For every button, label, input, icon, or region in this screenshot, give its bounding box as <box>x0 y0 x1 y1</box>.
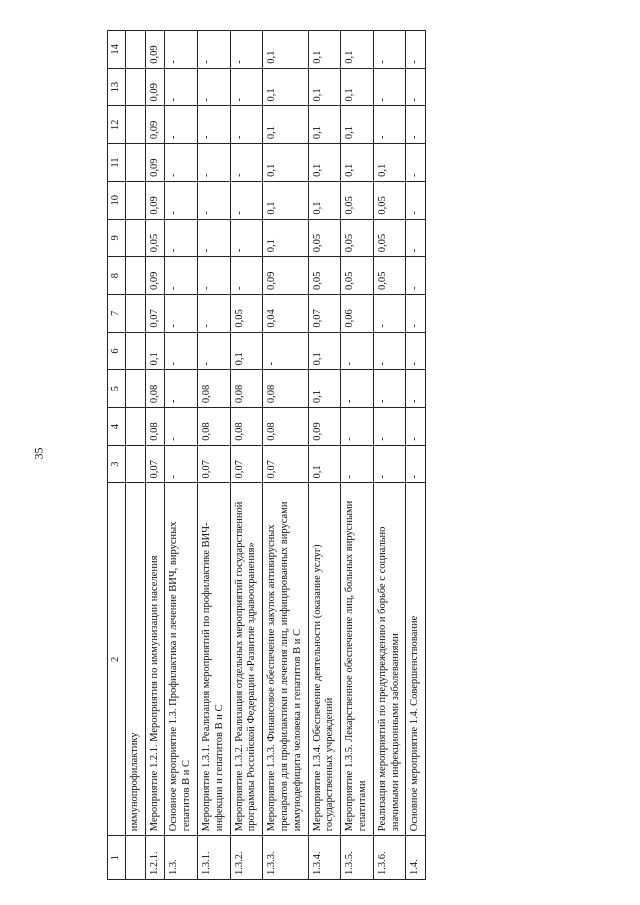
value-cell: - <box>263 332 308 370</box>
column-header: 9 <box>108 219 126 257</box>
value-cell <box>125 68 145 106</box>
value-cell: 0,08 <box>197 408 230 446</box>
value-cell: 0,09 <box>308 408 341 446</box>
row-name: Основное мероприятие 1.4. Совершенствование <box>406 483 426 836</box>
value-cell: 0,1 <box>263 144 308 182</box>
value-cell: 0,05 <box>145 219 165 257</box>
value-cell: - <box>165 181 198 219</box>
value-cell: - <box>406 332 426 370</box>
value-cell: - <box>373 31 406 69</box>
row-id: 1.3.3. <box>263 836 308 880</box>
value-cell: - <box>406 294 426 332</box>
column-header: 12 <box>108 106 126 144</box>
table-row <box>165 31 198 880</box>
row-id: 1.4. <box>406 836 426 880</box>
value-cell: - <box>373 106 406 144</box>
value-cell: 0,04 <box>263 294 308 332</box>
value-cell: - <box>406 445 426 483</box>
value-cell: - <box>165 144 198 182</box>
value-cell: 0,09 <box>145 257 165 295</box>
value-cell: - <box>197 68 230 106</box>
table-row <box>263 31 308 880</box>
value-cell: 0,1 <box>308 144 341 182</box>
table-row <box>373 31 406 880</box>
value-cell: - <box>197 106 230 144</box>
page-number: 35 <box>31 447 46 460</box>
value-cell: 0,1 <box>308 68 341 106</box>
value-cell <box>125 332 145 370</box>
value-cell: 0,07 <box>308 294 341 332</box>
row-id: 1.2.1. <box>145 836 165 880</box>
value-cell: 0,1 <box>263 31 308 69</box>
value-cell: - <box>373 294 406 332</box>
value-cell: 0,09 <box>145 181 165 219</box>
row-id: 1.3.1. <box>197 836 230 880</box>
value-cell: 0,09 <box>263 257 308 295</box>
value-cell: 0,09 <box>145 31 165 69</box>
value-cell: - <box>406 31 426 69</box>
value-cell: 0,1 <box>263 219 308 257</box>
value-cell: - <box>197 332 230 370</box>
table-row <box>341 31 374 880</box>
value-cell: 0,1 <box>373 144 406 182</box>
value-cell: - <box>406 181 426 219</box>
value-cell: 0,1 <box>308 181 341 219</box>
value-cell: - <box>406 219 426 257</box>
value-cell <box>125 370 145 408</box>
value-cell: - <box>373 408 406 446</box>
row-name: Мероприятие 1.3.5. Лекарственное обеспечение лиц, больных вирусными гепатитами <box>341 483 374 836</box>
value-cell: 0,07 <box>145 294 165 332</box>
value-cell: - <box>230 219 263 257</box>
row-name: иммунопрофилактику <box>125 483 145 836</box>
value-cell: 0,09 <box>145 68 165 106</box>
value-cell: 0,1 <box>341 31 374 69</box>
row-id: 1.3.5. <box>341 836 374 880</box>
value-cell: - <box>165 68 198 106</box>
value-cell: - <box>341 445 374 483</box>
column-header: 2 <box>108 483 126 836</box>
column-header: 1 <box>108 836 126 880</box>
value-cell: - <box>341 408 374 446</box>
value-cell: 0,1 <box>145 332 165 370</box>
value-cell: - <box>197 144 230 182</box>
value-cell: - <box>230 31 263 69</box>
column-header: 4 <box>108 408 126 446</box>
table-header-row <box>108 31 126 880</box>
value-cell: 0,1 <box>263 106 308 144</box>
value-cell: - <box>373 370 406 408</box>
table-body <box>125 31 425 880</box>
table-row <box>145 31 165 880</box>
value-cell: 0,1 <box>308 370 341 408</box>
value-cell: - <box>406 370 426 408</box>
value-cell: - <box>165 370 198 408</box>
value-cell: 0,06 <box>341 294 374 332</box>
value-cell: - <box>406 408 426 446</box>
value-cell: - <box>165 445 198 483</box>
value-cell: 0,1 <box>263 68 308 106</box>
column-header: 3 <box>108 445 126 483</box>
value-cell <box>125 408 145 446</box>
value-cell <box>125 257 145 295</box>
value-cell: 0,1 <box>308 332 341 370</box>
value-cell: - <box>341 332 374 370</box>
row-name: Мероприятие 1.3.3. Финансовое обеспечение закупок антивирусных препаратов для профилактики и лечения лиц, инфицированных вирусами иммунодефицита человека и гепатитов В и С <box>263 483 308 836</box>
value-cell: - <box>406 68 426 106</box>
value-cell <box>125 294 145 332</box>
value-cell <box>125 31 145 69</box>
value-cell: - <box>230 144 263 182</box>
value-cell: 0,1 <box>308 445 341 483</box>
value-cell: 0,05 <box>341 219 374 257</box>
value-cell: 0,08 <box>145 408 165 446</box>
row-name: Мероприятие 1.3.1. Реализация мероприятий по профилактике ВИЧ-инфекции и гепатитов В и С <box>197 483 230 836</box>
value-cell: 0,05 <box>308 257 341 295</box>
column-header: 13 <box>108 68 126 106</box>
column-header: 11 <box>108 144 126 182</box>
value-cell: - <box>197 31 230 69</box>
indicator-table <box>107 30 426 880</box>
value-cell: 0,07 <box>145 445 165 483</box>
value-cell: - <box>230 257 263 295</box>
column-header: 6 <box>108 332 126 370</box>
table-row <box>230 31 263 880</box>
value-cell <box>125 106 145 144</box>
value-cell: - <box>197 294 230 332</box>
column-header: 10 <box>108 181 126 219</box>
value-cell: 0,1 <box>341 106 374 144</box>
value-cell: - <box>406 106 426 144</box>
value-cell: 0,05 <box>341 257 374 295</box>
value-cell: 0,05 <box>308 219 341 257</box>
table-row <box>197 31 230 880</box>
row-name: Основное мероприятие 1.3. Профилактика и лечение ВИЧ, вирусных гепатитов В и С <box>165 483 198 836</box>
value-cell <box>125 181 145 219</box>
value-cell: 0,05 <box>373 257 406 295</box>
value-cell: - <box>165 408 198 446</box>
value-cell: 0,08 <box>263 370 308 408</box>
value-cell: 0,05 <box>373 181 406 219</box>
value-cell: 0,1 <box>263 181 308 219</box>
row-name: Реализация мероприятий по предупреждению и борьбе с социально значимыми инфекционными заболеваниями <box>373 483 406 836</box>
value-cell: 0,1 <box>308 31 341 69</box>
value-cell: - <box>165 106 198 144</box>
row-id: 1.3.4. <box>308 836 341 880</box>
column-header: 8 <box>108 257 126 295</box>
value-cell: - <box>165 257 198 295</box>
value-cell: 0,08 <box>263 408 308 446</box>
value-cell: 0,08 <box>197 370 230 408</box>
value-cell: 0,07 <box>197 445 230 483</box>
value-cell: 0,08 <box>230 408 263 446</box>
value-cell: - <box>165 332 198 370</box>
value-cell <box>125 219 145 257</box>
column-header: 14 <box>108 31 126 69</box>
value-cell: - <box>230 68 263 106</box>
value-cell: 0,1 <box>308 106 341 144</box>
rotated-table-container <box>107 30 602 880</box>
value-cell: 0,09 <box>145 144 165 182</box>
row-id: 1.3.6. <box>373 836 406 880</box>
value-cell: - <box>197 181 230 219</box>
value-cell: 0,07 <box>263 445 308 483</box>
row-id <box>125 836 145 880</box>
value-cell <box>125 445 145 483</box>
value-cell: - <box>197 257 230 295</box>
value-cell: 0,1 <box>230 332 263 370</box>
value-cell <box>125 144 145 182</box>
value-cell: 0,05 <box>373 219 406 257</box>
column-header: 5 <box>108 370 126 408</box>
row-name: Мероприятие 1.2.1. Мероприятия по иммунизации населения <box>145 483 165 836</box>
value-cell: 0,05 <box>230 294 263 332</box>
value-cell: 0,1 <box>341 144 374 182</box>
value-cell: 0,09 <box>145 106 165 144</box>
value-cell: - <box>373 68 406 106</box>
table-row <box>125 31 145 880</box>
row-name: Мероприятие 1.3.2. Реализация отдельных мероприятий государственной программы Российской Федерации «Развитие здравоохранения» <box>230 483 263 836</box>
value-cell: - <box>230 181 263 219</box>
value-cell: 0,1 <box>341 68 374 106</box>
row-id: 1.3.2. <box>230 836 263 880</box>
value-cell: 0,07 <box>230 445 263 483</box>
value-cell: - <box>165 219 198 257</box>
value-cell: 0,08 <box>145 370 165 408</box>
column-header: 7 <box>108 294 126 332</box>
value-cell: - <box>341 370 374 408</box>
value-cell: 0,05 <box>341 181 374 219</box>
value-cell: - <box>406 144 426 182</box>
row-name: Мероприятие 1.3.4. Обеспечение деятельности (оказание услуг) государственных учреждений <box>308 483 341 836</box>
value-cell: - <box>165 294 198 332</box>
value-cell: - <box>230 106 263 144</box>
table-row <box>406 31 426 880</box>
value-cell: - <box>373 332 406 370</box>
value-cell: - <box>197 219 230 257</box>
value-cell: - <box>373 445 406 483</box>
table-row <box>308 31 341 880</box>
value-cell: - <box>406 257 426 295</box>
value-cell: - <box>165 31 198 69</box>
value-cell: 0,08 <box>230 370 263 408</box>
row-id: 1.3. <box>165 836 198 880</box>
